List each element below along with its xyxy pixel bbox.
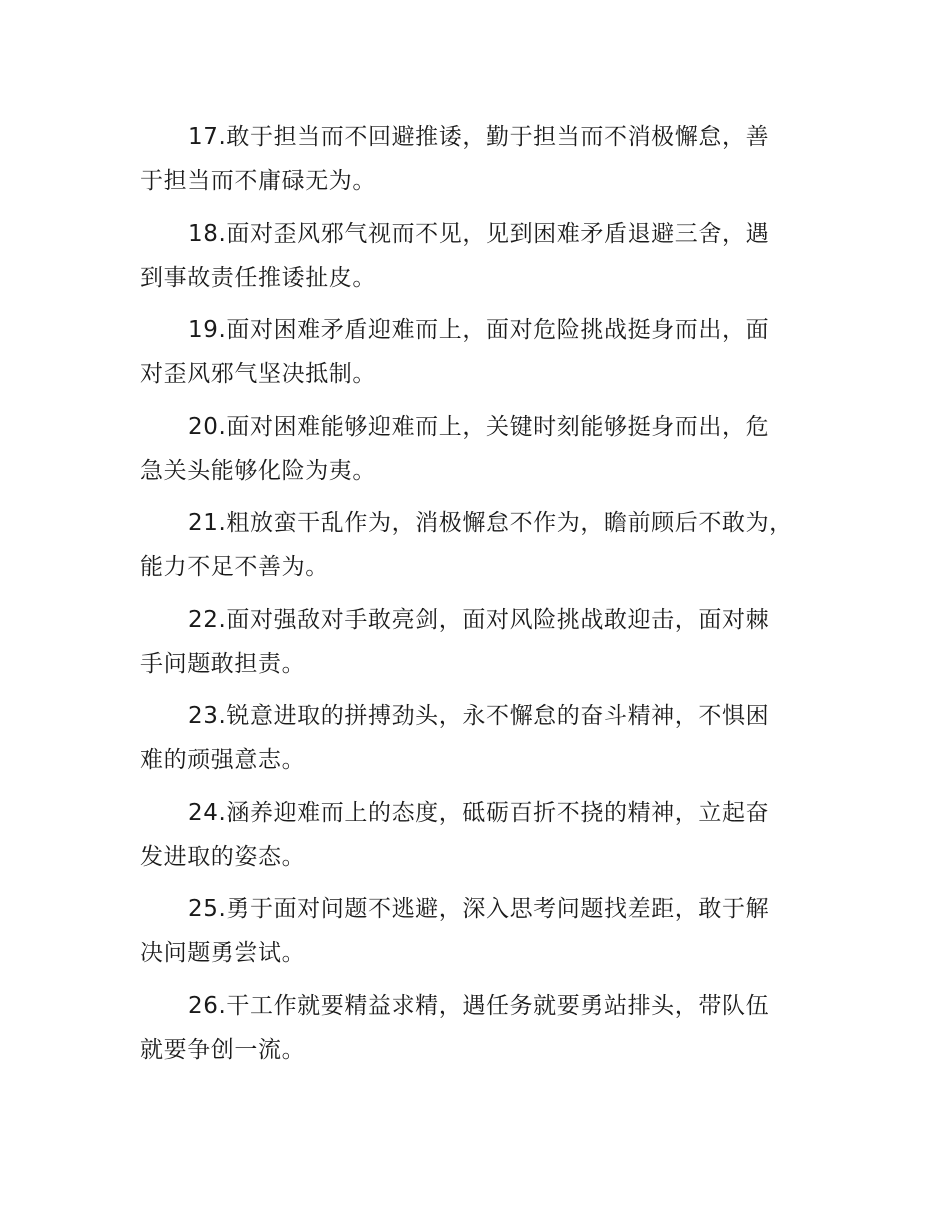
paragraph-line: 22.面对强敌对手敢亮剑，面对风险挑战敢迎击，面对棘 <box>188 606 770 633</box>
paragraph-line: 20.面对困难能够迎难而上，关键时刻能够挺身而出，危 <box>188 413 770 440</box>
paragraph-26 <box>140 984 840 1081</box>
paragraph-line: 急关头能够化险为夷。 <box>140 457 376 484</box>
paragraph-24 <box>140 791 840 888</box>
paragraph-line: 19.面对困难矛盾迎难而上，面对危险挑战挺身而出，面 <box>188 317 770 343</box>
paragraph-23 <box>140 694 840 791</box>
paragraph-18 <box>140 212 840 309</box>
paragraph-20 <box>140 405 840 502</box>
paragraph-line: 25.勇于面对问题不逃避，深入思考问题找差距，敢于解 <box>188 896 770 922</box>
paragraph-line: 21.粗放蛮干乱作为，消极懈怠不作为，瞻前顾后不敢为， <box>188 510 793 536</box>
paragraph-line: 难的顽强意志。 <box>140 747 306 773</box>
paragraph-17 <box>140 115 840 212</box>
paragraph-line: 23.锐意进取的拼搏劲头，永不懈怠的奋斗精神，不惧困 <box>188 703 770 729</box>
paragraph-line: 对歪风邪气坚决抵制。 <box>140 361 376 387</box>
paragraph-line: 手问题敢担责。 <box>140 650 306 677</box>
paragraph-line: 24.涵养迎难而上的态度，砥砺百折不挠的精神，立起奋 <box>188 799 770 826</box>
paragraph-21 <box>140 501 840 598</box>
paragraph-line: 17.敢于担当而不回避推诿，勤于担当而不消极懈怠，善 <box>188 124 770 150</box>
paragraph-line: 就要争创一流。 <box>140 1036 306 1063</box>
paragraph-25 <box>140 887 840 984</box>
paragraph-line: 18.面对歪风邪气视而不见，见到困难矛盾退避三舍，遇 <box>188 220 770 247</box>
paragraph-line: 决问题勇尝试。 <box>140 940 306 966</box>
paragraph-line: 26.干工作就要精益求精，遇任务就要勇站排头，带队伍 <box>188 992 770 1019</box>
paragraph-line: 于担当而不庸碌无为。 <box>140 168 376 194</box>
paragraph-line: 到事故责任推诿扯皮。 <box>140 264 376 291</box>
paragraph-19 <box>140 308 840 405</box>
paragraph-line: 能力不足不善为。 <box>140 554 329 580</box>
paragraph-line: 发进取的姿态。 <box>140 843 306 870</box>
document-body <box>140 115 840 1080</box>
paragraph-22 <box>140 598 840 695</box>
